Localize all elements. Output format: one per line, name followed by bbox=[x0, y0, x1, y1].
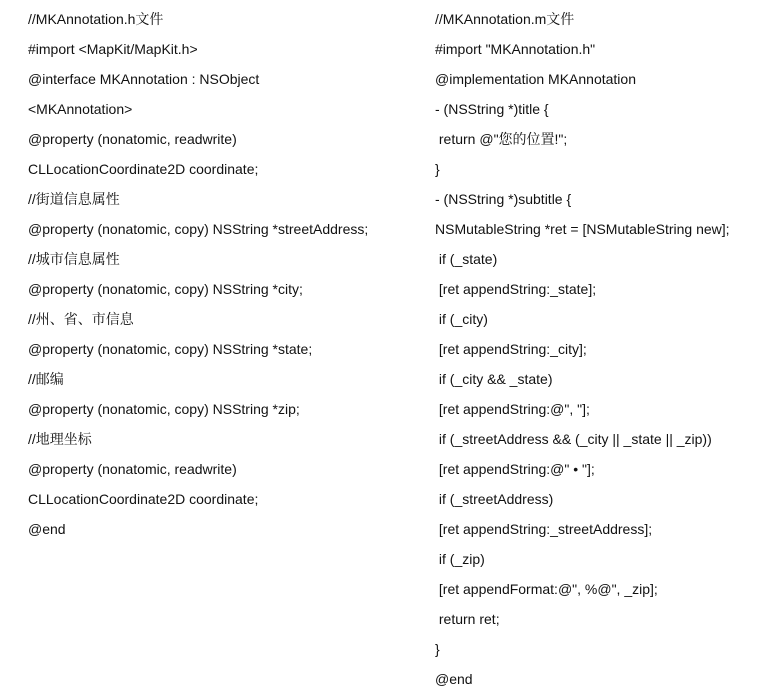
code-line: [ret appendString:@", "]; bbox=[435, 401, 590, 417]
code-line: if (_city && _state) bbox=[435, 371, 553, 387]
code-line: //MKAnnotation.h文件 bbox=[28, 11, 164, 27]
code-line: [ret appendString:_streetAddress]; bbox=[435, 521, 653, 537]
code-line: //MKAnnotation.m文件 bbox=[435, 11, 575, 27]
code-line: [ret appendString:_state]; bbox=[435, 281, 597, 297]
code-line: @property (nonatomic, copy) NSString *state; bbox=[28, 341, 313, 357]
code-line: - (NSString *)title { bbox=[435, 101, 549, 117]
code-line: #import "MKAnnotation.h" bbox=[435, 41, 596, 57]
code-line: @property (nonatomic, readwrite) bbox=[28, 131, 237, 147]
code-line: if (_zip) bbox=[435, 551, 485, 567]
code-line: return @"您的位置!"; bbox=[435, 131, 568, 147]
code-comment: //城市信息属性 bbox=[28, 251, 120, 267]
code-line: @end bbox=[435, 671, 473, 687]
code-line: } bbox=[435, 641, 440, 657]
code-line: if (_city) bbox=[435, 311, 488, 327]
code-line: @implementation MKAnnotation bbox=[435, 71, 636, 87]
code-comment: //邮编 bbox=[28, 371, 64, 387]
code-line: - (NSString *)subtitle { bbox=[435, 191, 572, 207]
code-line: if (_state) bbox=[435, 251, 498, 267]
code-line: @property (nonatomic, readwrite) bbox=[28, 461, 237, 477]
code-line: [ret appendFormat:@", %@", _zip]; bbox=[435, 581, 658, 597]
code-comment: //地理坐标 bbox=[28, 431, 92, 447]
code-line: CLLocationCoordinate2D coordinate; bbox=[28, 161, 259, 177]
code-line: @end bbox=[28, 521, 66, 537]
code-line: [ret appendString:@" • "]; bbox=[435, 461, 595, 477]
code-line: @property (nonatomic, copy) NSString *city; bbox=[28, 281, 303, 297]
code-line: if (_streetAddress && (_city || _state || _zip)) bbox=[435, 431, 712, 447]
code-comment: //街道信息属性 bbox=[28, 191, 120, 207]
code-line: [ret appendString:_city]; bbox=[435, 341, 587, 357]
code-line: #import <MapKit/MapKit.h> bbox=[28, 41, 198, 57]
code-line: if (_streetAddress) bbox=[435, 491, 554, 507]
code-line: @property (nonatomic, copy) NSString *streetAddress; bbox=[28, 221, 369, 237]
code-line: <MKAnnotation> bbox=[28, 101, 133, 117]
code-line: @interface MKAnnotation : NSObject bbox=[28, 71, 260, 87]
code-line: } bbox=[435, 161, 440, 177]
code-line: NSMutableString *ret = [NSMutableString new]; bbox=[435, 221, 730, 237]
code-line: CLLocationCoordinate2D coordinate; bbox=[28, 491, 259, 507]
code-line: return ret; bbox=[435, 611, 500, 627]
code-line: @property (nonatomic, copy) NSString *zip; bbox=[28, 401, 300, 417]
code-comment: //州、省、市信息 bbox=[28, 311, 134, 327]
